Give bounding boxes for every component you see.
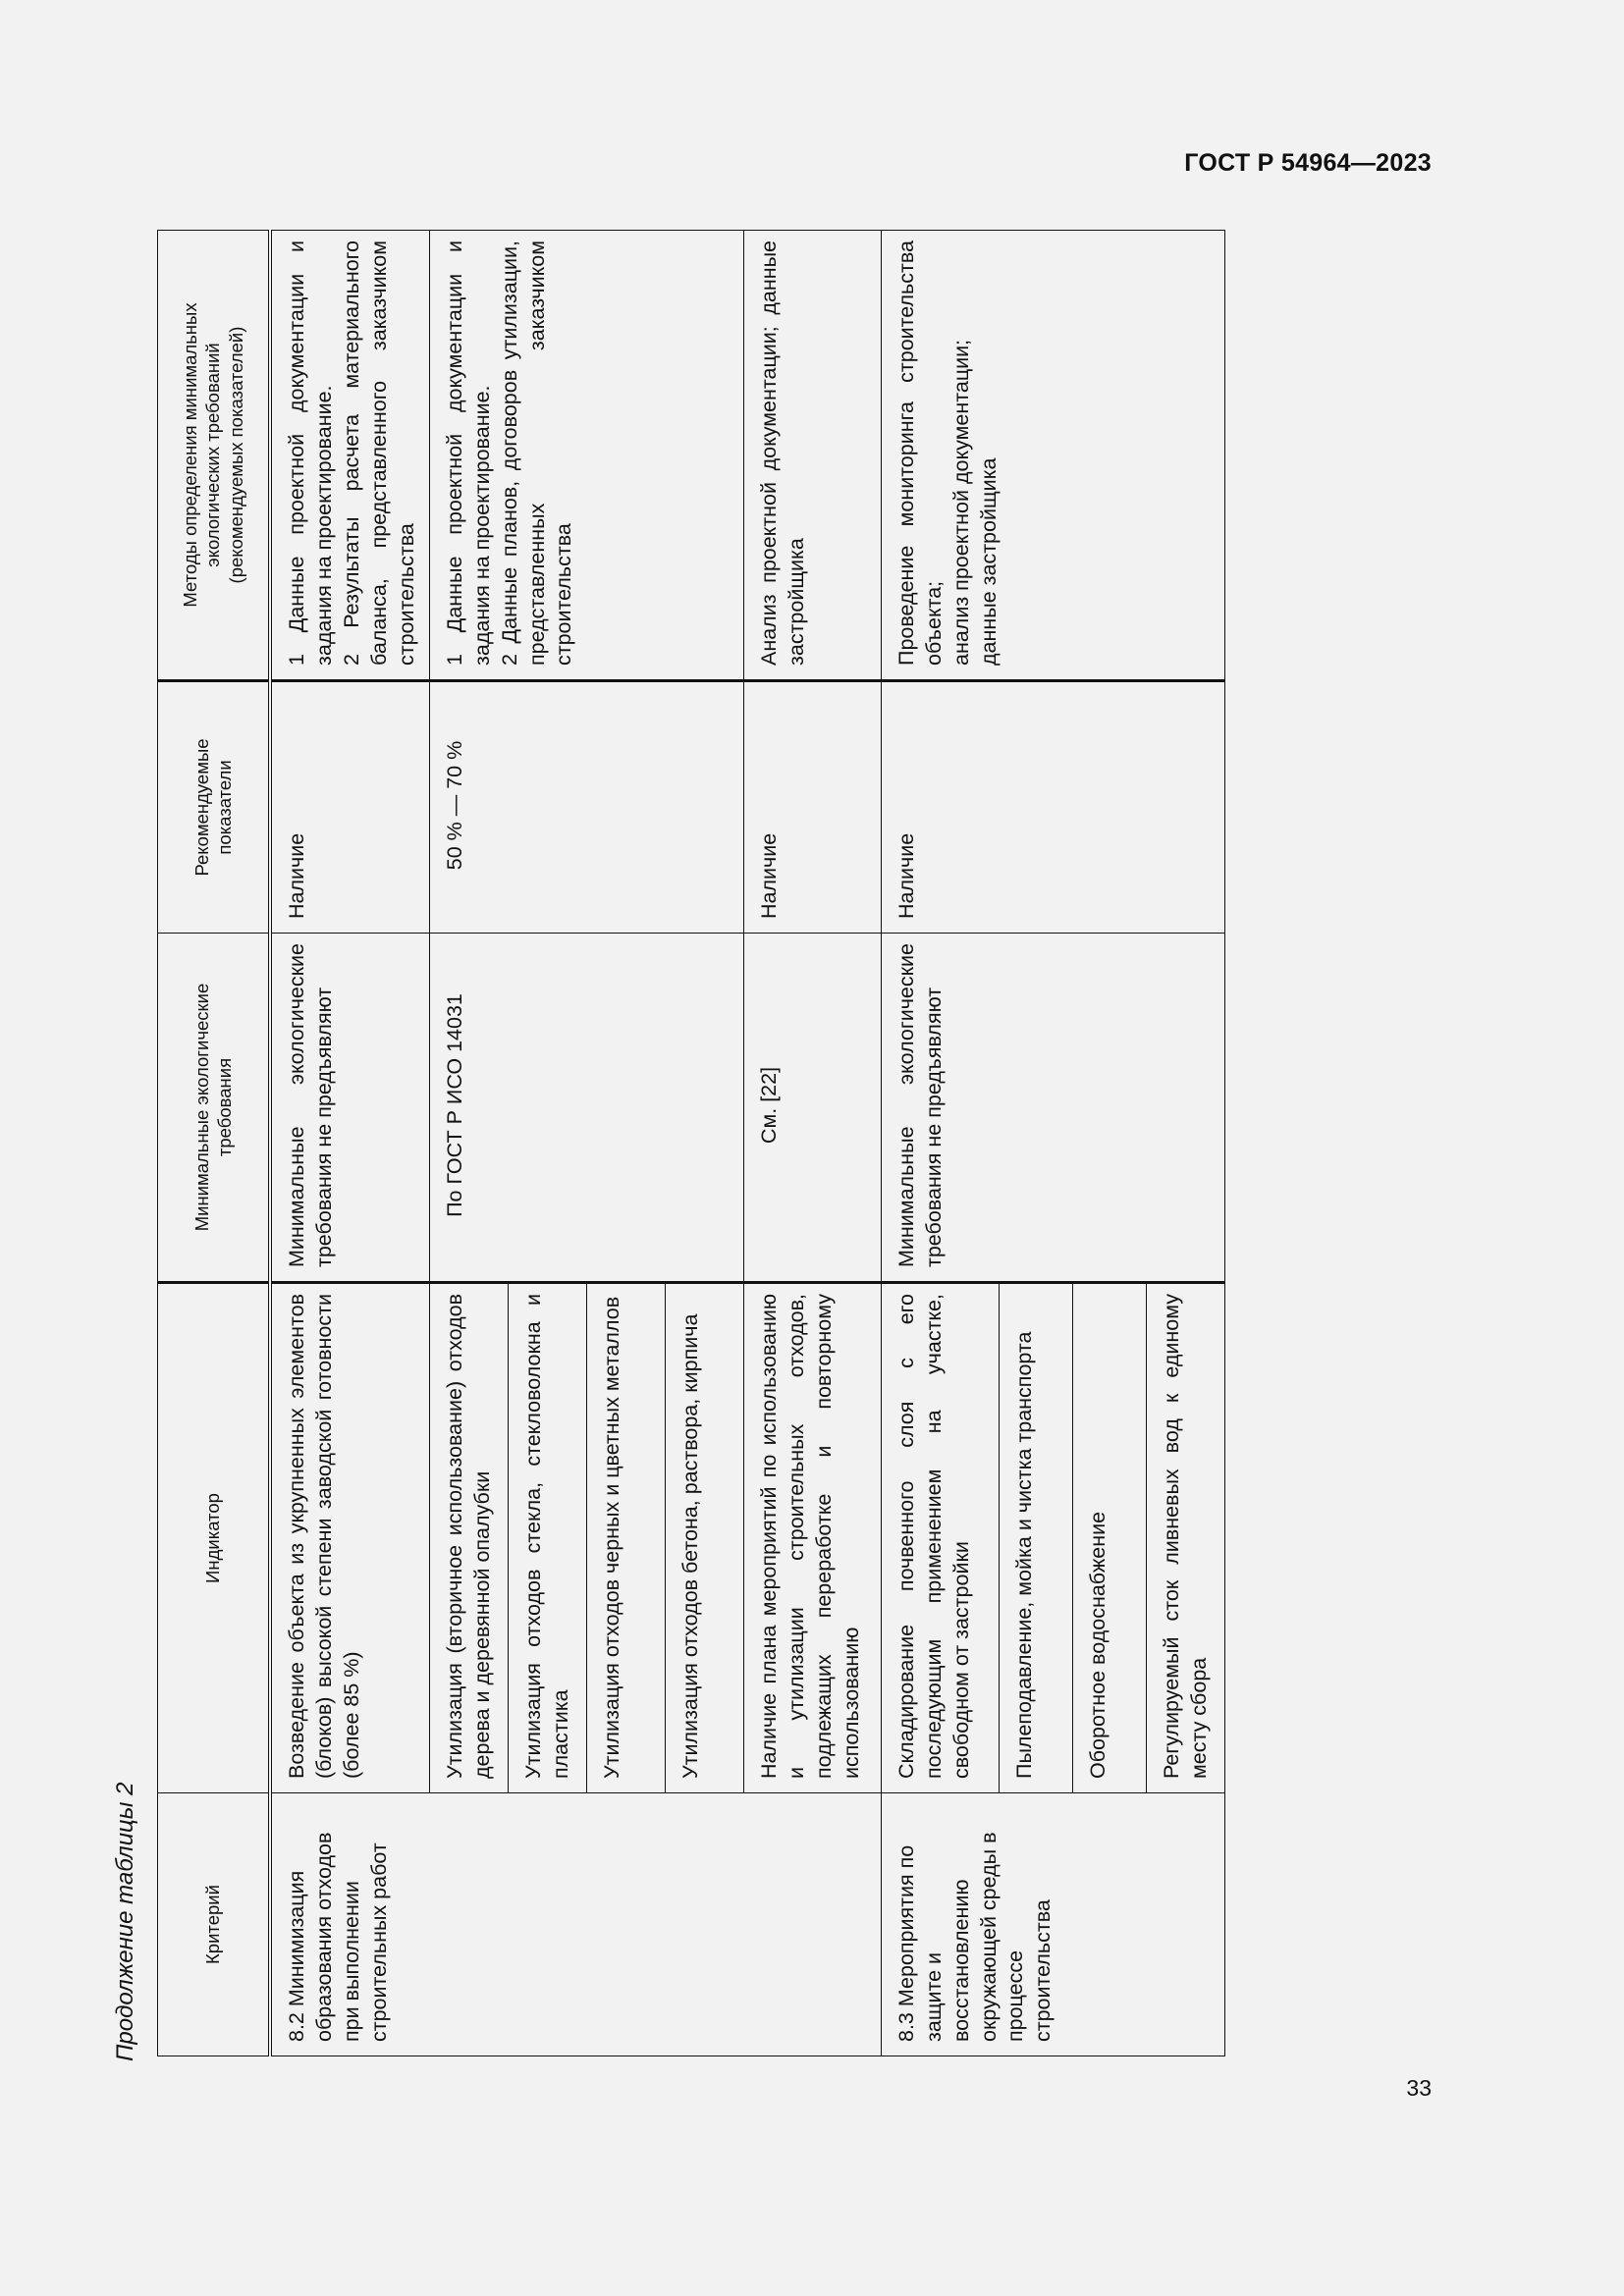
method-item: 1 Данные проектной документации и задания на проектирование. — [285, 240, 336, 666]
indicator-cell: Утилизация (вторичное использование) отходов дерева и деревянной опалубки — [429, 1283, 508, 1793]
header-indicator: Индикатор — [158, 1283, 271, 1793]
indicator-cell: Оборотное водоснабжение — [1072, 1283, 1146, 1793]
header-min-requirements — [158, 934, 271, 1283]
recommended-cell: 50 % — 70 % — [429, 681, 743, 934]
requirement-cell: См. [22] — [743, 934, 881, 1283]
recommended-cell: Наличие — [270, 681, 429, 934]
header-recommended — [158, 681, 271, 934]
methods-cell — [270, 231, 429, 681]
methods-cell — [743, 231, 881, 681]
requirement-cell: Минимальные экологические требования не предъявляют — [881, 934, 1224, 1283]
indicator-cell: Пылеподавление, мойка и чистка транспорта — [999, 1283, 1072, 1793]
indicator-cell: Утилизация отходов стекла, стекловолокна и пластика — [508, 1283, 586, 1793]
table-caption: Продолжение таблицы 2 — [112, 1782, 138, 2061]
header-min-requirements-line: Минимальные экологические — [190, 983, 212, 1232]
table-header-row — [158, 231, 271, 2056]
indicator-cell: Утилизация отходов черных и цветных металлов — [586, 1283, 665, 1793]
header-recommended-line: показатели — [214, 760, 235, 855]
header-recommended-line: Рекомендуемые — [190, 738, 212, 877]
recommended-cell: Наличие — [743, 681, 881, 934]
rotated-table-container — [157, 231, 1210, 2056]
header-methods — [158, 231, 271, 681]
method-item: 2 Результаты расчета материального баланса, представленного заказчиком строительства — [339, 240, 418, 666]
requirement-cell: По ГОСТ Р ИСО 14031 — [429, 934, 743, 1283]
indicator-cell: Возведение объекта из укрупненных элементов (блоков) высокой степени заводской готовности (более 85 %) — [270, 1283, 429, 1793]
table-row — [270, 231, 429, 2056]
methods-cell — [881, 231, 1224, 681]
header-criterion: Критерий — [158, 1793, 271, 2056]
method-item: 2 Данные планов, договоров утилизации, представленных заказчиком строительства — [497, 240, 576, 666]
header-methods-line: экологических требований — [202, 343, 224, 567]
header-methods-line: (рекомендуемых показателей) — [225, 326, 246, 584]
indicator-cell: Складирование почвенного слоя с его последующим применением на участке, свободном от застройки — [881, 1283, 999, 1793]
table-row — [743, 231, 881, 2056]
method-item: 1 Данные проектной документации и задания на проектирование. — [442, 240, 494, 666]
criterion-cell: 8.2 Минимизация образования отходов при выполнении строительных работ — [270, 1793, 881, 2056]
table-row — [881, 231, 999, 2056]
indicator-cell: Наличие плана мероприятий по использованию и утилизации строительных отходов, подлежащих переработке и повторному использованию — [743, 1283, 881, 1793]
method-item: Проведение мониторинга строительства объекта; — [893, 240, 946, 666]
requirement-cell: Минимальные экологические требования не предъявляют — [270, 934, 429, 1283]
method-item: данные застройщика — [976, 457, 1001, 666]
header-methods-line: Методы определения минимальных — [180, 302, 201, 608]
method-item: Анализ проектной документации; данные застройщика — [756, 240, 808, 666]
indicator-cell: Регулируемый сток ливневых вод к единому месту сбора — [1146, 1283, 1224, 1793]
header-min-requirements-line: требования — [214, 1057, 235, 1157]
methods-cell — [429, 231, 743, 681]
indicator-cell: Утилизация отходов бетона, раствора, кирпича — [665, 1283, 743, 1793]
method-item: анализ проектной документации; — [948, 339, 973, 666]
page-number: 33 — [1406, 2075, 1432, 2101]
standard-code: ГОСТ Р 54964—2023 — [1184, 149, 1432, 177]
recommended-cell: Наличие — [881, 681, 1224, 934]
criterion-cell: 8.3 Мероприятия по защите и восстановлению окружающей среды в процессе строительства — [881, 1793, 1224, 2056]
table-row — [429, 231, 508, 2056]
requirements-table — [157, 230, 1225, 2056]
